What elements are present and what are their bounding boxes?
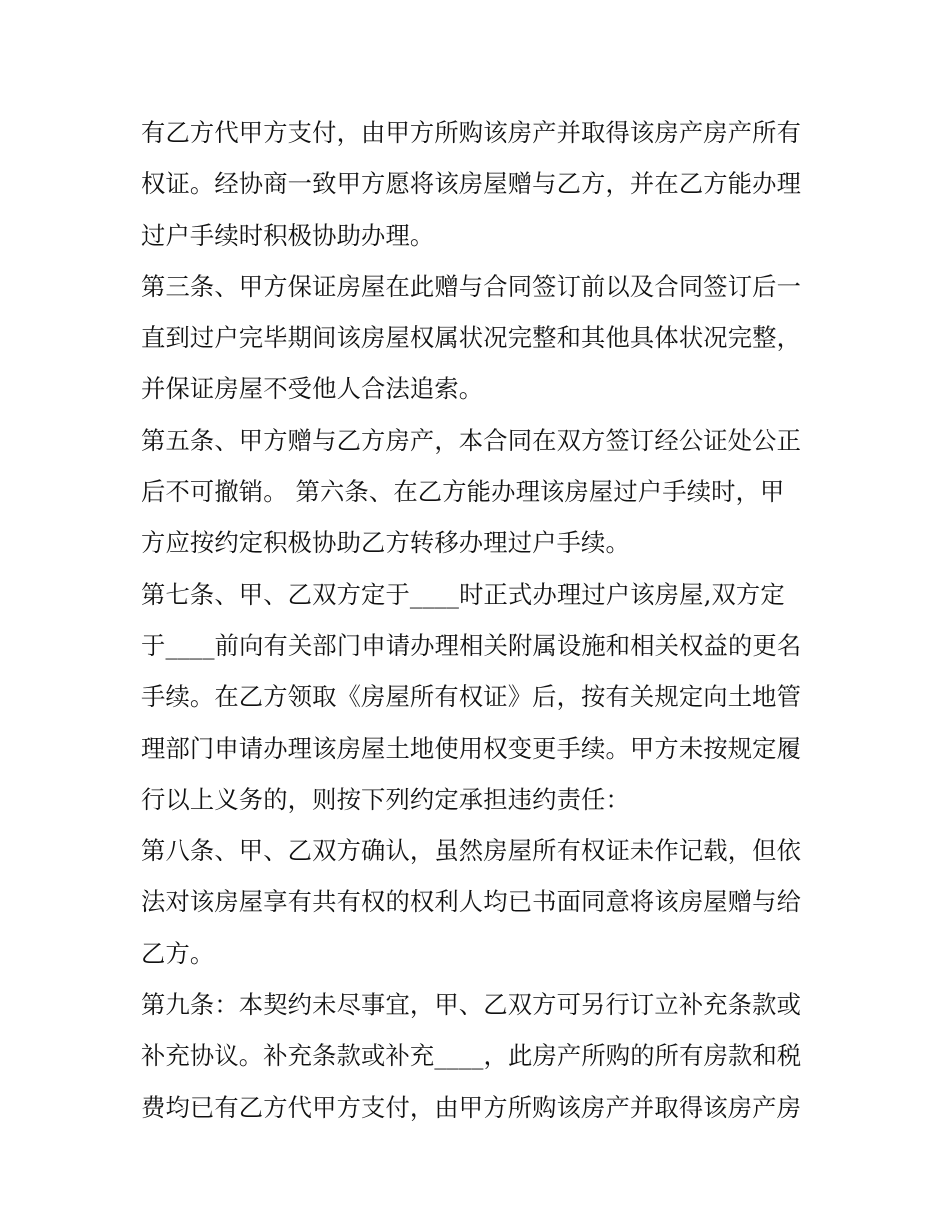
text-line: 行以上义务的，则按下列约定承担违约责任：	[141, 784, 630, 814]
text-line: 法对该房屋享有共有权的权利人均已书面同意将该房屋赠与给	[141, 887, 802, 917]
text-line: 并保证房屋不受他人合法追索。	[141, 374, 484, 404]
text-line: 第三条、甲方保证房屋在此赠与合同签订前以及合同签订后一	[141, 271, 802, 301]
text-line: 有乙方代甲方支付，由甲方所购该房产并取得该房产房产所有	[141, 118, 802, 147]
text-line: 第八条、甲、乙双方确认，虽然房屋所有权证未作记载，但依	[141, 836, 802, 866]
text-line: 于____前向有关部门申请办理相关附属设施和相关权益的更名	[141, 630, 802, 660]
text-line: 权证。经协商一致甲方愿将该房屋赠与乙方，并在乙方能办理	[141, 169, 802, 199]
text-line: 方应按约定积极协助乙方转移办理过户手续。	[141, 528, 630, 558]
text-line: 第五条、甲方赠与乙方房产，本合同在双方签订经公证处公正	[141, 425, 802, 455]
document-body	[141, 107, 813, 1133]
text-line: 补充协议。补充条款或补充____，此房产所购的所有房款和税	[141, 1041, 802, 1071]
text-line: 费均已有乙方代甲方支付，由甲方所购该房产并取得该房产房	[141, 1092, 802, 1122]
text-line: 理部门申请办理该房屋土地使用权变更手续。甲方未按规定履	[141, 733, 802, 763]
text-line: 手续。在乙方领取《房屋所有权证》后，按有关规定向土地管	[141, 682, 802, 712]
text-line: 第九条：本契约未尽事宜，甲、乙双方可另行订立补充条款或	[141, 990, 802, 1020]
text-line: 直到过户完毕期间该房屋权属状况完整和其他具体状况完整，	[141, 323, 802, 353]
text-line: 乙方。	[141, 938, 215, 968]
text-line: 过户手续时积极协助办理。	[141, 220, 435, 250]
text-line: 第七条、甲、乙双方定于____时正式办理过户该房屋,双方定	[141, 579, 785, 609]
text-line: 后不可撤销。 第六条、在乙方能办理该房屋过户手续时，甲	[141, 477, 785, 507]
